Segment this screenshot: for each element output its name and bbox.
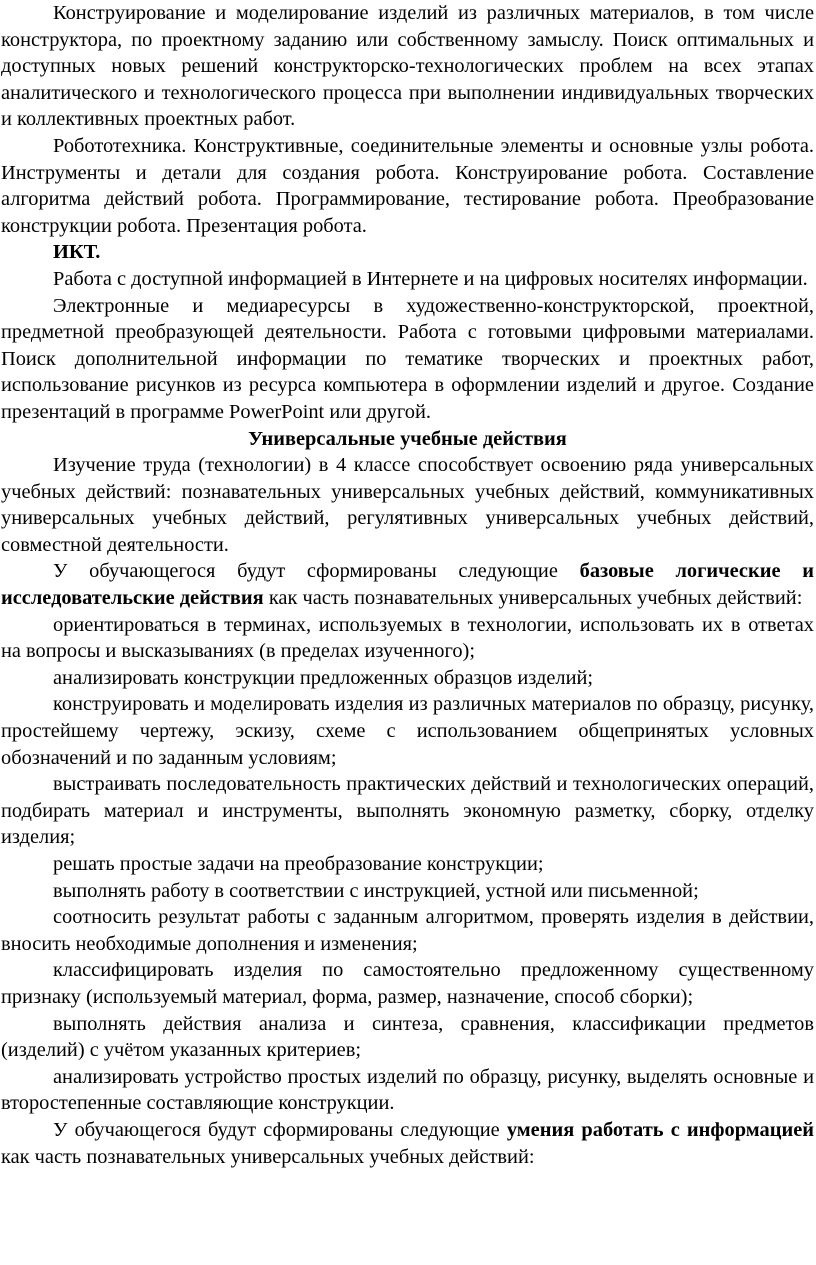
- list-item: классифицировать изделия по самостоятельно предложенному существенному признаку (используемый материал, форма, размер, назначение, способ сборки);: [1, 959, 814, 1008]
- paragraph-construction: Конструирование и моделирование изделий из различных материалов, в том числе конструктора, по проектному заданию или собственному замыслу. Поиск оптимальных и доступных новых решений конструкторско-технологических проблем на всех этапах аналитического и технологического процесса при выполнении индивидуальных творческих и коллективных проектных работ.: [1, 2, 814, 131]
- list-item: выстраивать последовательность практических действий и технологических операций, подбирать материал и инструменты, выполнять экономную разметку, сборку, отделку изделия;: [1, 773, 814, 849]
- list-item: решать простые задачи на преобразование конструкции;: [53, 853, 544, 875]
- heading-ikt: ИКТ.: [53, 241, 101, 264]
- list-item: ориентироваться в терминах, используемых в технологии, использовать их в ответах на вопросы и высказываниях (в пределах изученного);: [1, 613, 814, 663]
- paragraph-logic-actions: [1, 558, 814, 611]
- paragraph-robotics: Робототехника. Конструктивные, соединительные элементы и основные узлы робота. Инструменты и детали для создания робота. Конструирование робота. Составление алгоритма действий робота. Программирование, тестирование робота. Преобразование конструкции робота. Презентация робота.: [1, 134, 814, 237]
- logic-actions-before: У обучающегося будут сформированы следующие: [53, 560, 580, 583]
- info-skills-after: как часть познавательных универсальных учебных действий:: [1, 1145, 535, 1168]
- list-item: выполнять работу в соответствии с инструкцией, устной или письменной;: [53, 879, 699, 902]
- list-item: анализировать конструкции предложенных образцов изделий;: [53, 666, 594, 689]
- paragraph-internet: Работа с доступной информацией в Интернете и на цифровых носителях информации.: [53, 267, 808, 290]
- list-item: анализировать устройство простых изделий по образцу, рисунку, выделять основные и второстепенные составляющие конструкции.: [1, 1065, 814, 1115]
- list-item: конструировать и моделировать изделия из различных материалов по образцу, рисунку, простейшему чертежу, эскизу, схеме с использованием общепринятых условных обозначений и по заданным условиям;: [1, 693, 814, 769]
- logic-actions-bold: базовые логические и исследовательские действия: [1, 560, 814, 610]
- info-skills-before: У обучающегося будут сформированы следующие: [53, 1118, 507, 1141]
- paragraph-media: Электронные и медиаресурсы в художественно-конструкторской, проектной, предметной преобразующей деятельности. Работа с готовыми цифровыми материалами. Поиск дополнительной информации по тематике творческих и проектных работ, использование рисунков из ресурса компьютера в оформлении изделий и другое. Создание презентаций в программе PowerPoint или другой.: [1, 294, 814, 423]
- list-item: выполнять действия анализа и синтеза, сравнения, классификации предметов (изделий) с учётом указанных критериев;: [1, 1012, 814, 1062]
- paragraph-uud-intro: Изучение труда (технологии) в 4 классе способствует освоению ряда универсальных учебных действий: познавательных универсальных учебных действий, коммуникативных универсальных учебных действий, регулятивных универсальных учебных действий, совместной деятельности.: [1, 454, 814, 556]
- list-item: соотносить результат работы с заданным алгоритмом, проверять изделия в действии, вносить необходимые дополнения и изменения;: [1, 906, 814, 955]
- heading-uud: Универсальные учебные действия: [248, 427, 567, 450]
- logic-actions-after: как часть познавательных универсальных учебных действий:: [263, 587, 803, 610]
- paragraph-info-skills: [1, 1117, 814, 1170]
- info-skills-bold: умения работать с информацией: [506, 1118, 814, 1141]
